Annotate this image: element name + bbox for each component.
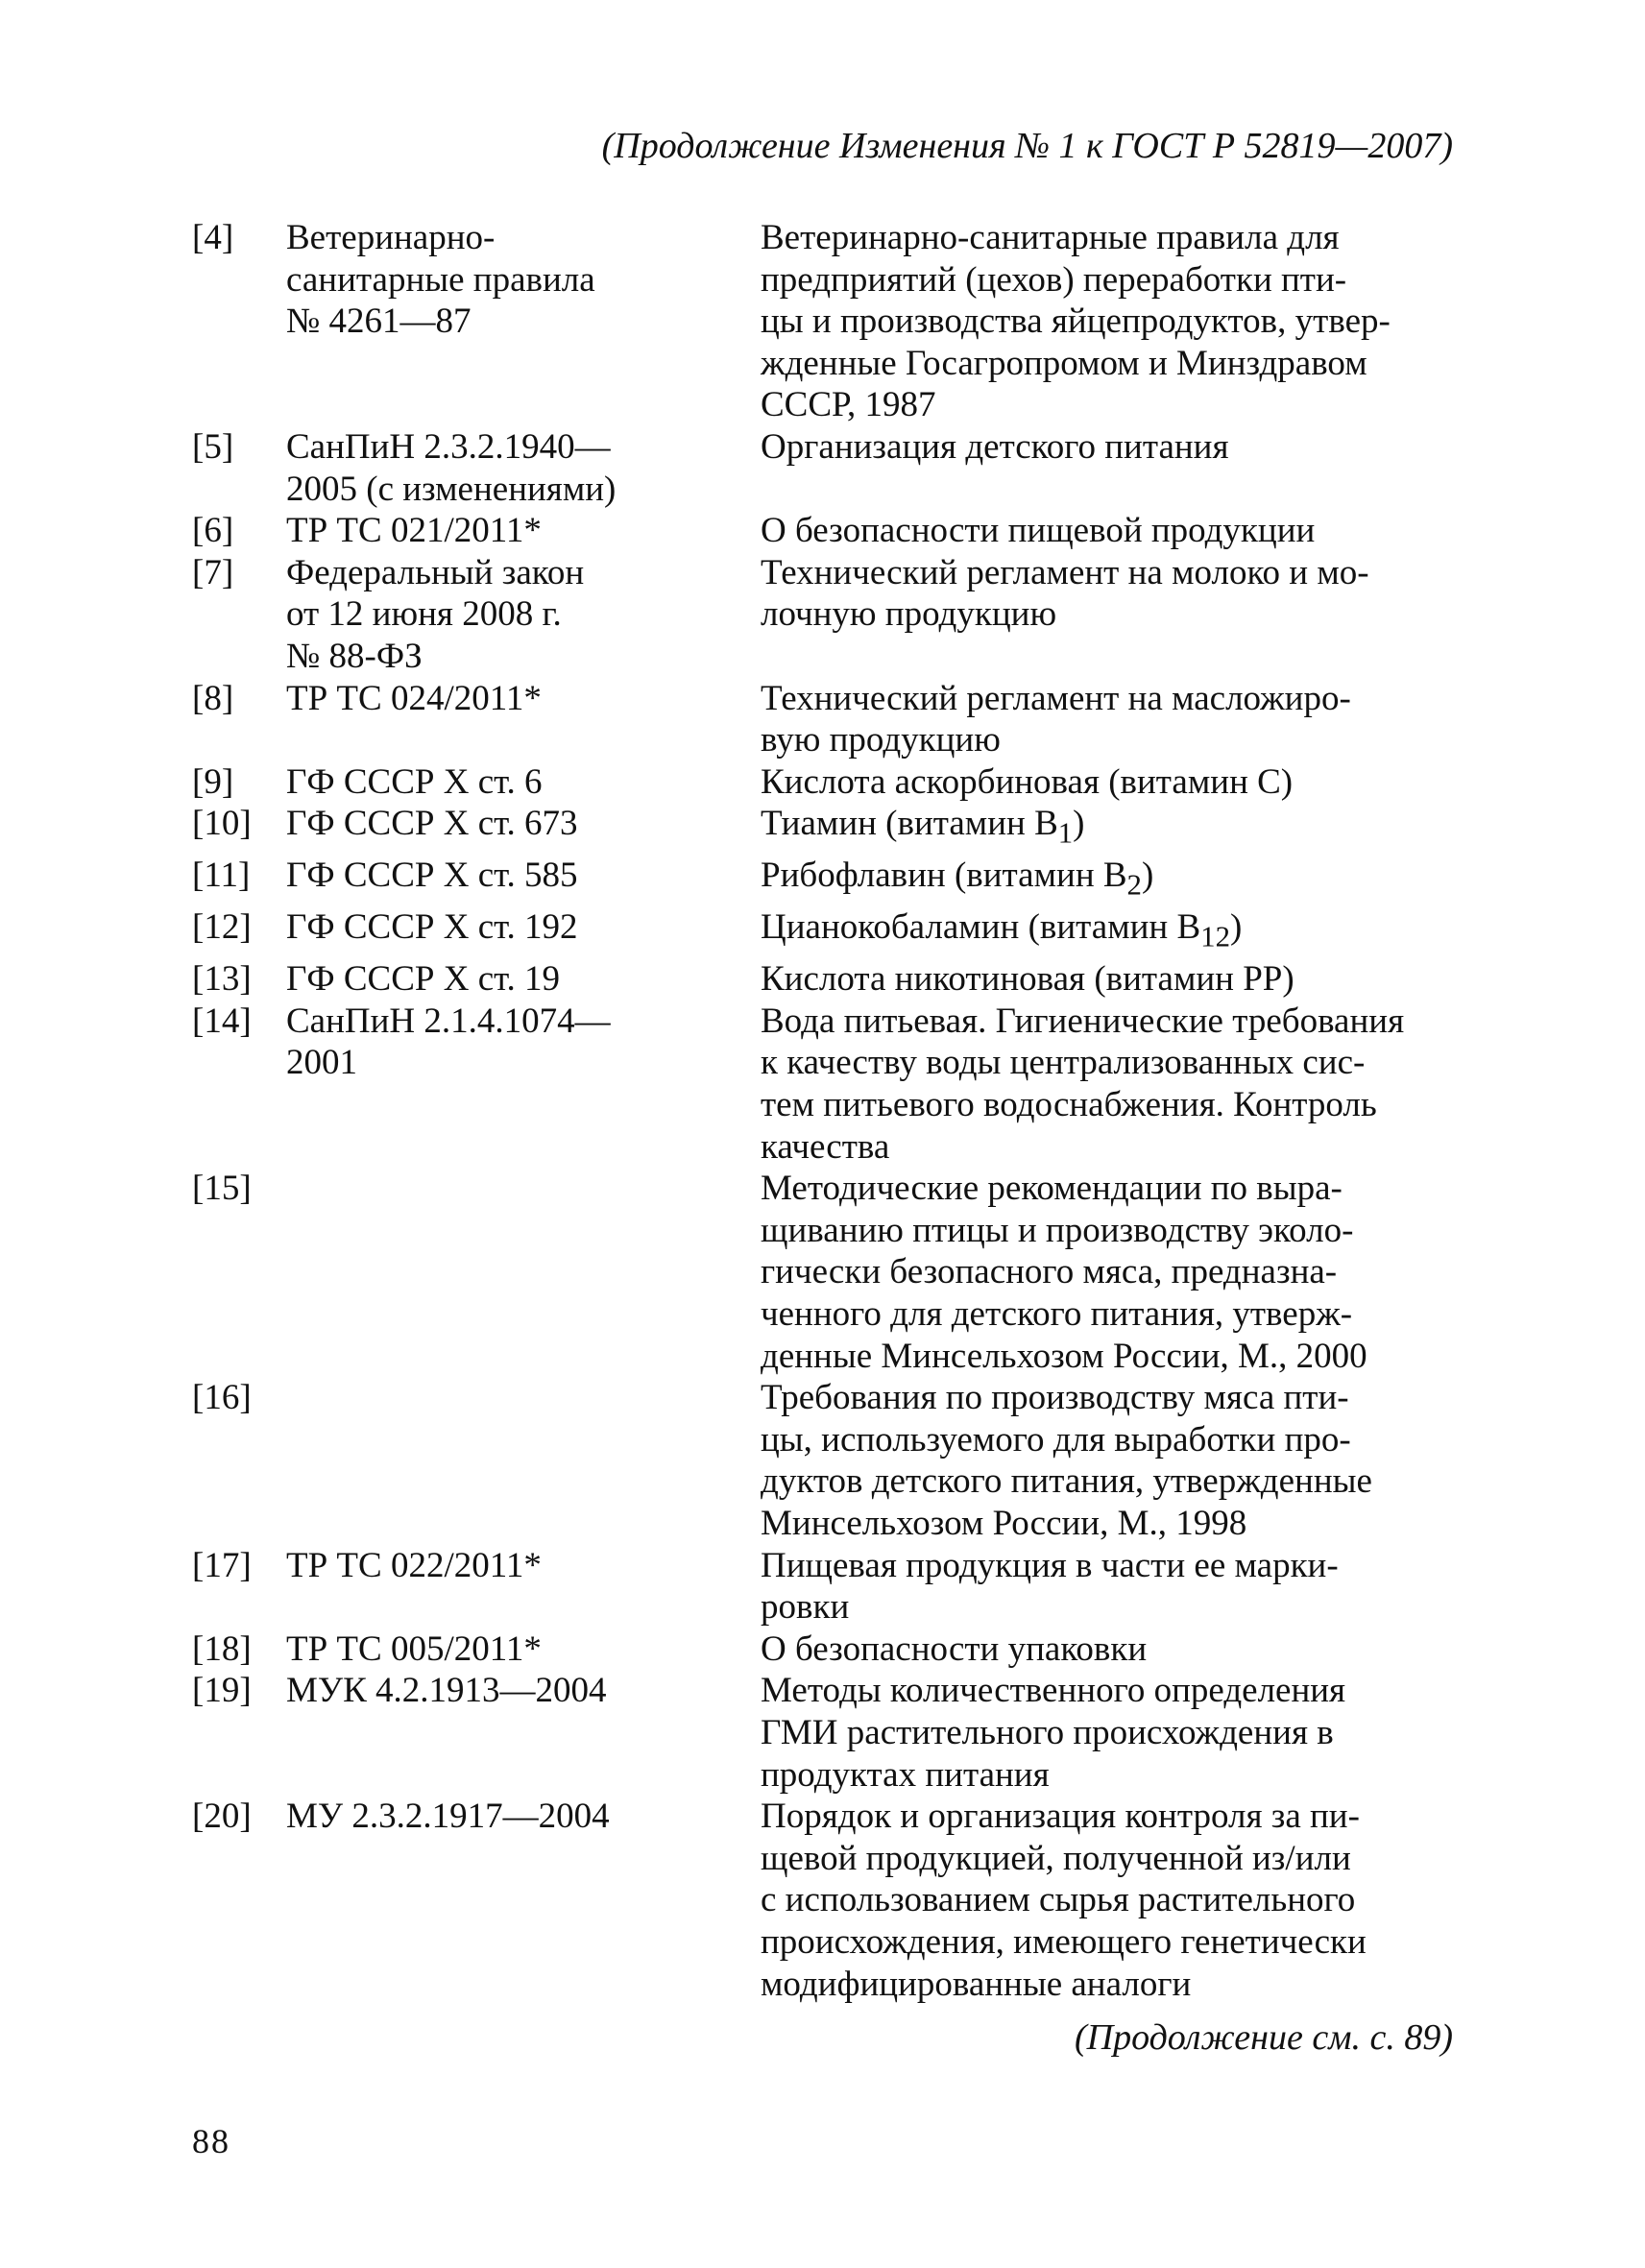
entry-title-text: Цианокобаламин (витамин В (761, 907, 1201, 948)
entry-number: [20] (192, 1797, 252, 1837)
entry-title: О безопасности пищевой продукции (761, 511, 1316, 551)
entry-title-end: ) (1073, 804, 1085, 844)
page-number: 88 (192, 2122, 230, 2160)
entry-number: [5] (192, 426, 234, 467)
entry-code: ТР ТС 024/2011* (286, 678, 542, 718)
continuation-footer: (Продолжение см. с. 89) (1074, 2017, 1453, 2058)
entry-code: ГФ СССР X ст. 6 (286, 761, 543, 802)
entry-title (761, 855, 1460, 906)
entry-number: [10] (192, 804, 252, 844)
bibliography-entry (192, 855, 1460, 906)
entry-number: [14] (192, 1001, 252, 1041)
entry-code: МУ 2.3.2.1917—2004 (286, 1797, 610, 1837)
entry-title-end: ) (1141, 856, 1154, 896)
entry-number: [15] (192, 1169, 252, 1209)
entry-code: ГФ СССР X ст. 673 (286, 804, 578, 844)
entry-code: ГФ СССР X ст. 19 (286, 959, 561, 1000)
entry-code: ТР ТС 005/2011* (286, 1629, 542, 1669)
bibliography-entry (192, 1001, 1460, 1168)
entry-title: Технический регламент на молоко и мо- лочную продукцию (761, 552, 1369, 635)
entry-number: [8] (192, 678, 234, 718)
entry-number: [18] (192, 1629, 252, 1669)
continuation-header: (Продолжение Изменения № 1 к ГОСТ Р 52819—2007) (601, 126, 1453, 166)
entry-number: [13] (192, 959, 252, 1000)
entry-number: [6] (192, 511, 234, 551)
entry-title-text: Тиамин (витамин В (761, 804, 1058, 844)
bibliography-entry (192, 1545, 1460, 1629)
bibliography-entry (192, 803, 1460, 855)
entry-title: Методические рекомендации по выра- щиванию птицы и производству эколо- гически безопасного мяса, предназна- ченного для детского питания, утверж- денные Минсельхозом России, М., 2000 (761, 1169, 1367, 1376)
entry-title: Методы количественного определения ГМИ растительного происхождения в продуктах питания (761, 1671, 1346, 1795)
entry-code: СанПиН 2.1.4.1074— 2001 (286, 1001, 611, 1083)
entry-code: МУК 4.2.1913—2004 (286, 1671, 607, 1711)
entry-title: Требования по производству мяса пти- цы, используемого для выработки про- дуктов детского питания, утвержденные Минсельхозом России, М., 1998 (761, 1378, 1372, 1543)
bibliography-entry (192, 958, 1460, 1001)
entry-code: ГФ СССР X ст. 192 (286, 907, 578, 948)
entry-number: [7] (192, 552, 234, 592)
bibliography-entry (192, 1168, 1460, 1377)
bibliography-entry (192, 1670, 1460, 1796)
entry-title (761, 906, 1460, 958)
bibliography-entry (192, 1796, 1460, 2005)
entry-title: Технический регламент на масложиро- вую продукцию (761, 678, 1351, 760)
vitamin-subscript: 2 (1126, 868, 1142, 902)
bibliography-entry (192, 678, 1460, 761)
bibliography-entry (192, 510, 1460, 552)
entry-number: [4] (192, 218, 234, 257)
entry-title-text: Рибофлавин (витамин В (761, 856, 1127, 896)
bibliography-entry (192, 426, 1460, 510)
vitamin-subscript: 12 (1200, 920, 1230, 953)
bibliography-entry (192, 1629, 1460, 1671)
entry-title: Вода питьевая. Гигиенические требования к качеству воды централизованных сис- тем питьевого водоснабжения. Контроль качества (761, 1001, 1405, 1167)
entry-code: Федеральный закон от 12 июня 2008 г. № 88-ФЗ (286, 552, 585, 676)
entry-title-end: ) (1229, 907, 1243, 948)
entry-title (761, 803, 1460, 855)
entry-number: [19] (192, 1671, 252, 1711)
bibliography-list (192, 217, 1460, 2005)
entry-title: Кислота никотиновая (витамин РР) (761, 959, 1294, 1000)
bibliography-entry (192, 906, 1460, 958)
entry-title: Порядок и организация контроля за пи- щевой продукцией, полученной из/или с использованием сырья растительного происхождения, имеющего генетически модифицированные аналоги (761, 1797, 1367, 2004)
entry-number: [9] (192, 761, 234, 802)
entry-number: [11] (192, 856, 251, 896)
entry-number: [16] (192, 1378, 252, 1418)
entry-title: Пищевая продукция в части ее марки- ровки (761, 1545, 1339, 1628)
entry-code: ТР ТС 021/2011* (286, 511, 542, 551)
entry-code: Ветеринарно- санитарные правила № 4261—87 (286, 218, 595, 342)
bibliography-entry (192, 552, 1460, 678)
entry-title: Кислота аскорбиновая (витамин С) (761, 761, 1294, 802)
entry-code: ТР ТС 022/2011* (286, 1545, 542, 1585)
bibliography-entry (192, 761, 1460, 804)
entry-title: Ветеринарно-санитарные правила для предприятий (цехов) переработки пти- цы и производства яйцепродуктов, утвер- жденные Госагропромом и Минздравом СССР, 1987 (761, 218, 1391, 425)
vitamin-subscript: 1 (1057, 816, 1074, 850)
entry-title: Организация детского питания (761, 426, 1229, 467)
entry-code: СанПиН 2.3.2.1940— 2005 (с изменениями) (286, 426, 617, 509)
entry-number: [12] (192, 907, 252, 948)
bibliography-entry (192, 1377, 1460, 1544)
entry-number: [17] (192, 1545, 252, 1585)
entry-code: ГФ СССР X ст. 585 (286, 856, 578, 896)
entry-title: О безопасности упаковки (761, 1629, 1148, 1669)
bibliography-entry (192, 217, 1460, 426)
